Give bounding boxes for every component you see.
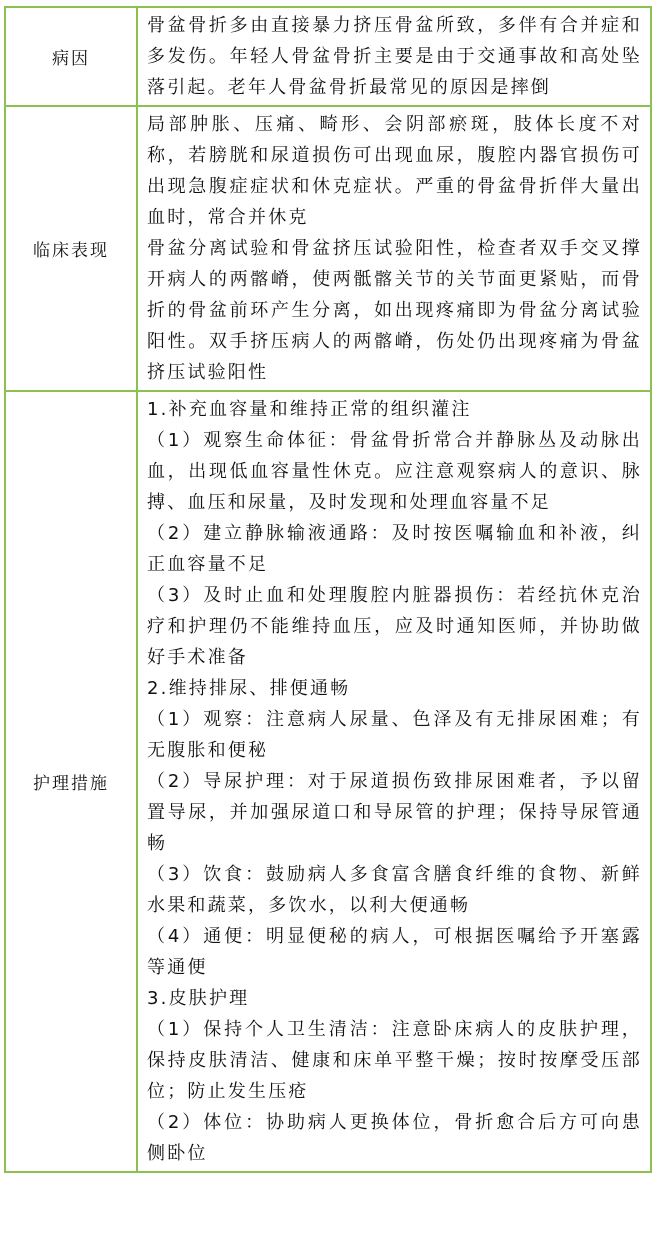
pelvic-fracture-table	[4, 6, 652, 1173]
paragraph: 骨盆分离试验和骨盆挤压试验阳性，检查者双手交叉撑开病人的两髂嵴，使两骶髂关节的关节面更紧贴，而骨折的骨盆前环产生分离，如出现疼痛即为骨盆分离试验阳性。双手挤压病人的两髂嵴，伤处仍出现疼痛为骨盆挤压试验阳性	[147, 238, 642, 383]
paragraph: （2）体位：协助病人更换体位，骨折愈合后方可向患侧卧位	[147, 1112, 642, 1164]
paragraph: （4）通便：明显便秘的病人，可根据医嘱给予开塞露等通便	[147, 926, 642, 978]
table-row-clinical	[5, 106, 651, 391]
paragraph: （1）观察：注意病人尿量、色泽及有无排尿困难；有无腹胀和便秘	[147, 709, 642, 761]
section-heading: 3.皮肤护理	[147, 988, 250, 1009]
table-row-nursing	[5, 391, 651, 1172]
paragraph: （3）饮食：鼓励病人多食富含膳食纤维的食物、新鲜水果和蔬菜，多饮水，以利大便通畅	[147, 864, 642, 916]
row-label-nursing: 护理措施	[5, 391, 137, 1172]
row-label-clinical: 临床表现	[5, 106, 137, 391]
paragraph: （3）及时止血和处理腹腔内脏器损伤：若经抗休克治疗和护理仍不能维持血压，应及时通知医师，并协助做好手术准备	[147, 585, 642, 668]
row-label-cause: 病因	[5, 7, 137, 106]
table-row-cause	[5, 7, 651, 106]
paragraph: （1）保持个人卫生清洁：注意卧床病人的皮肤护理，保持皮肤清洁、健康和床单平整干燥；按时按摩受压部位；防止发生压疮	[147, 1019, 642, 1102]
row-content-cause	[137, 7, 651, 106]
paragraph: 骨盆骨折多由直接暴力挤压骨盆所致，多伴有合并症和多发伤。年轻人骨盆骨折主要是由于交通事故和高处坠落引起。老年人骨盆骨折最常见的原因是摔倒	[147, 15, 642, 98]
section-heading: 1.补充血容量和维持正常的组织灌注	[147, 399, 472, 420]
section-heading: 2.维持排尿、排便通畅	[147, 678, 351, 699]
paragraph: （2）建立静脉输液通路：及时按医嘱输血和补液，纠正血容量不足	[147, 523, 642, 575]
paragraph: （1）观察生命体征：骨盆骨折常合并静脉丛及动脉出血，出现低血容量性休克。应注意观察病人的意识、脉搏、血压和尿量，及时发现和处理血容量不足	[147, 430, 642, 513]
row-content-clinical	[137, 106, 651, 391]
row-content-nursing	[137, 391, 651, 1172]
paragraph: 局部肿胀、压痛、畸形、会阴部瘀斑，肢体长度不对称，若膀胱和尿道损伤可出现血尿，腹腔内器官损伤可出现急腹症症状和休克症状。严重的骨盆骨折伴大量出血时，常合并休克	[147, 114, 642, 228]
paragraph: （2）导尿护理：对于尿道损伤致排尿困难者，予以留置导尿，并加强尿道口和导尿管的护理；保持导尿管通畅	[147, 771, 642, 854]
